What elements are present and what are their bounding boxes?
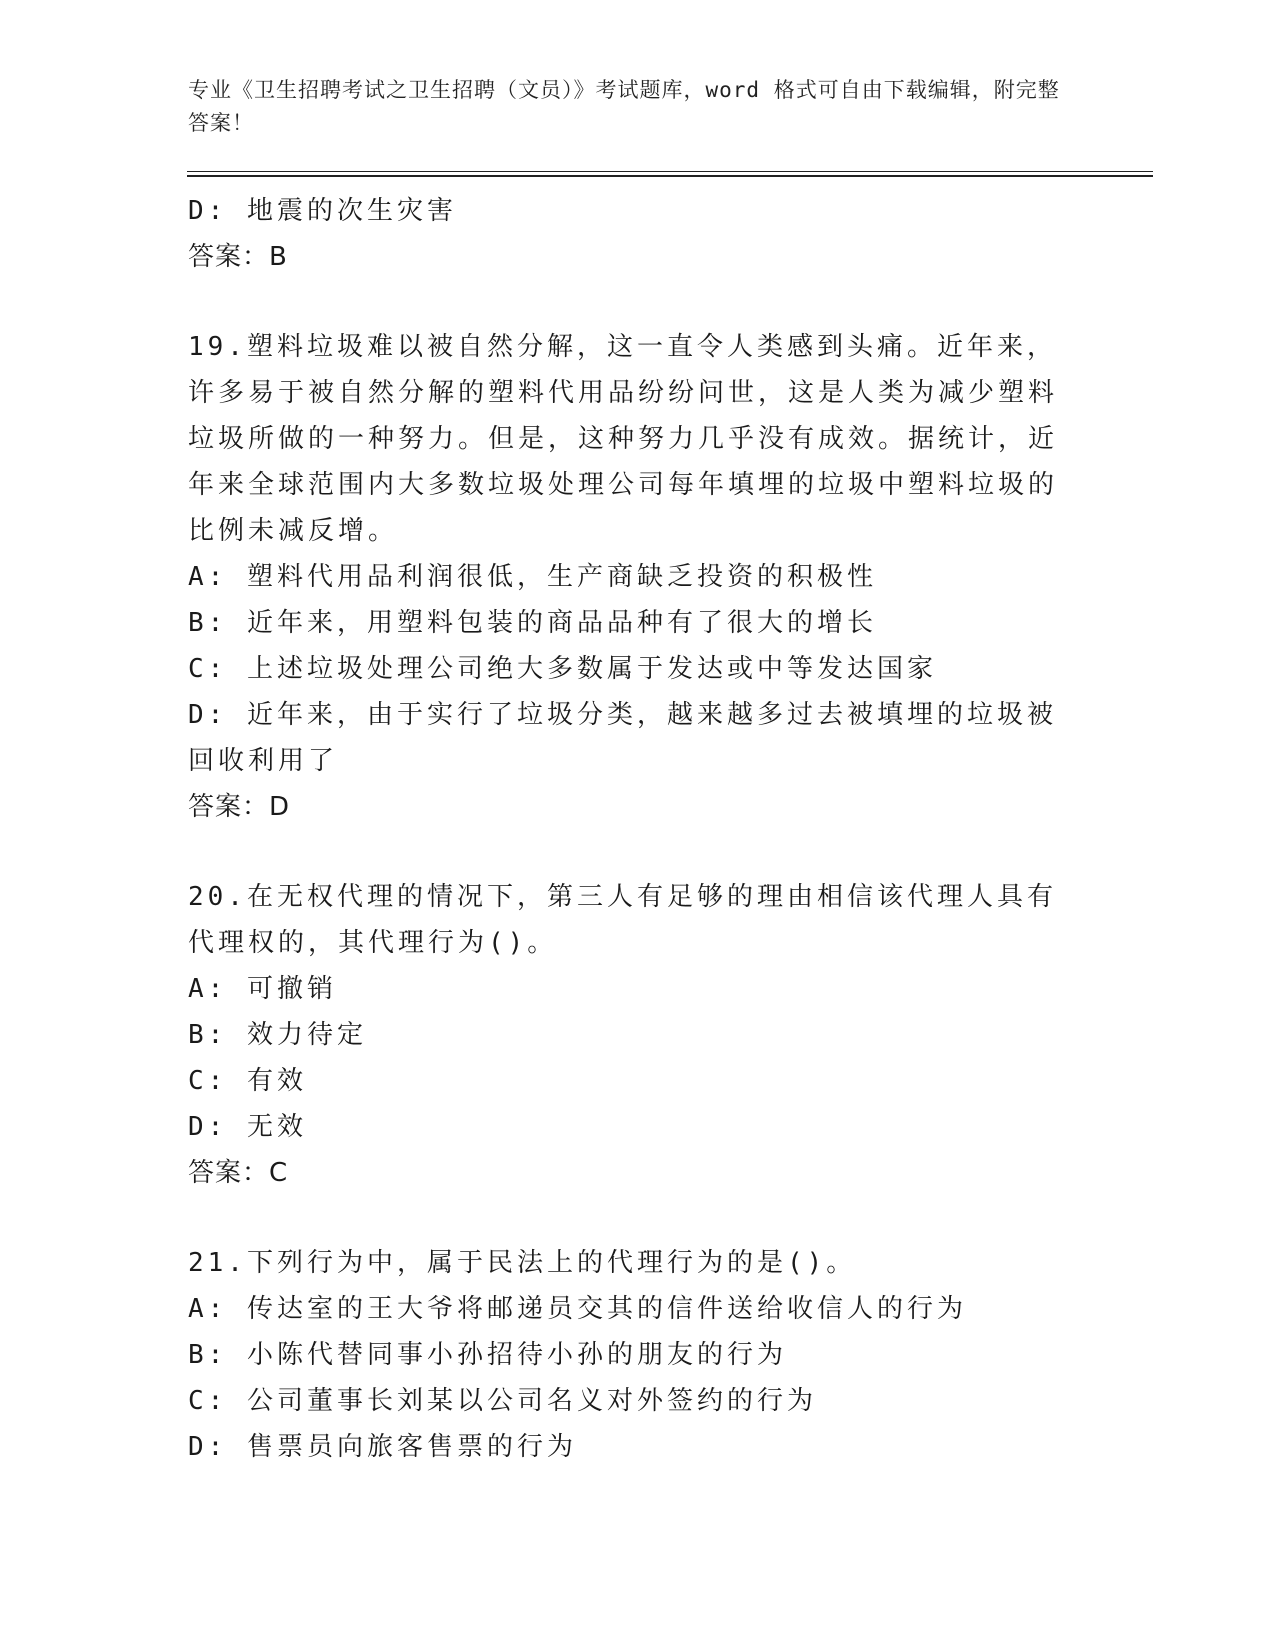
- option-b: B: 效力待定: [188, 1020, 367, 1050]
- question-19: [188, 324, 1078, 830]
- option-c: C: 有效: [188, 1066, 307, 1096]
- option-a: A: 可撤销: [188, 974, 337, 1004]
- question-20: [188, 874, 1078, 1196]
- prev-answer: 答案：B: [188, 242, 288, 272]
- option-c: C: 公司董事长刘某以公司名义对外签约的行为: [188, 1386, 817, 1416]
- question-content: [188, 188, 1078, 1470]
- question-stem: 21.下列行为中，属于民法上的代理行为的是()。: [188, 1248, 857, 1278]
- header-divider-thin: [187, 171, 1153, 172]
- answer: 答案：D: [188, 792, 291, 822]
- option-a: A: 塑料代用品利润很低，生产商缺乏投资的积极性: [188, 562, 877, 592]
- prev-option-d: D: 地震的次生灾害: [188, 196, 457, 226]
- header-divider-thick: [187, 175, 1153, 177]
- option-b: B: 近年来，用塑料包装的商品品种有了很大的增长: [188, 608, 877, 638]
- answer: 答案：C: [188, 1158, 289, 1188]
- question-stem: 20.在无权代理的情况下，第三人有足够的理由相信该代理人具有代理权的，其代理行为()。: [188, 882, 1057, 958]
- header-intro-text: 专业《卫生招聘考试之卫生招聘（文员）》考试题库，word 格式可自由下载编辑，附完整答案！: [188, 78, 1060, 135]
- option-d: D: 近年来，由于实行了垃圾分类，越来越多过去被填埋的垃圾被回收利用了: [188, 700, 1057, 776]
- option-b: B: 小陈代替同事小孙招待小孙的朋友的行为: [188, 1340, 787, 1370]
- option-a: A: 传达室的王大爷将邮递员交其的信件送给收信人的行为: [188, 1294, 967, 1324]
- question-stem: 19.塑料垃圾难以被自然分解，这一直令人类感到头痛。近年来，许多易于被自然分解的塑料代用品纷纷问世，这是人类为减少塑料垃圾所做的一种努力。但是，这种努力几乎没有成效。据统计，近年来全球范围内大多数垃圾处理公司每年填埋的垃圾中塑料垃圾的比例未减反增。: [188, 332, 1059, 546]
- document-header: [188, 74, 1068, 140]
- option-c: C: 上述垃圾处理公司绝大多数属于发达或中等发达国家: [188, 654, 937, 684]
- question-21: [188, 1240, 1078, 1470]
- option-d: D: 售票员向旅客售票的行为: [188, 1432, 577, 1462]
- option-d: D: 无效: [188, 1112, 307, 1142]
